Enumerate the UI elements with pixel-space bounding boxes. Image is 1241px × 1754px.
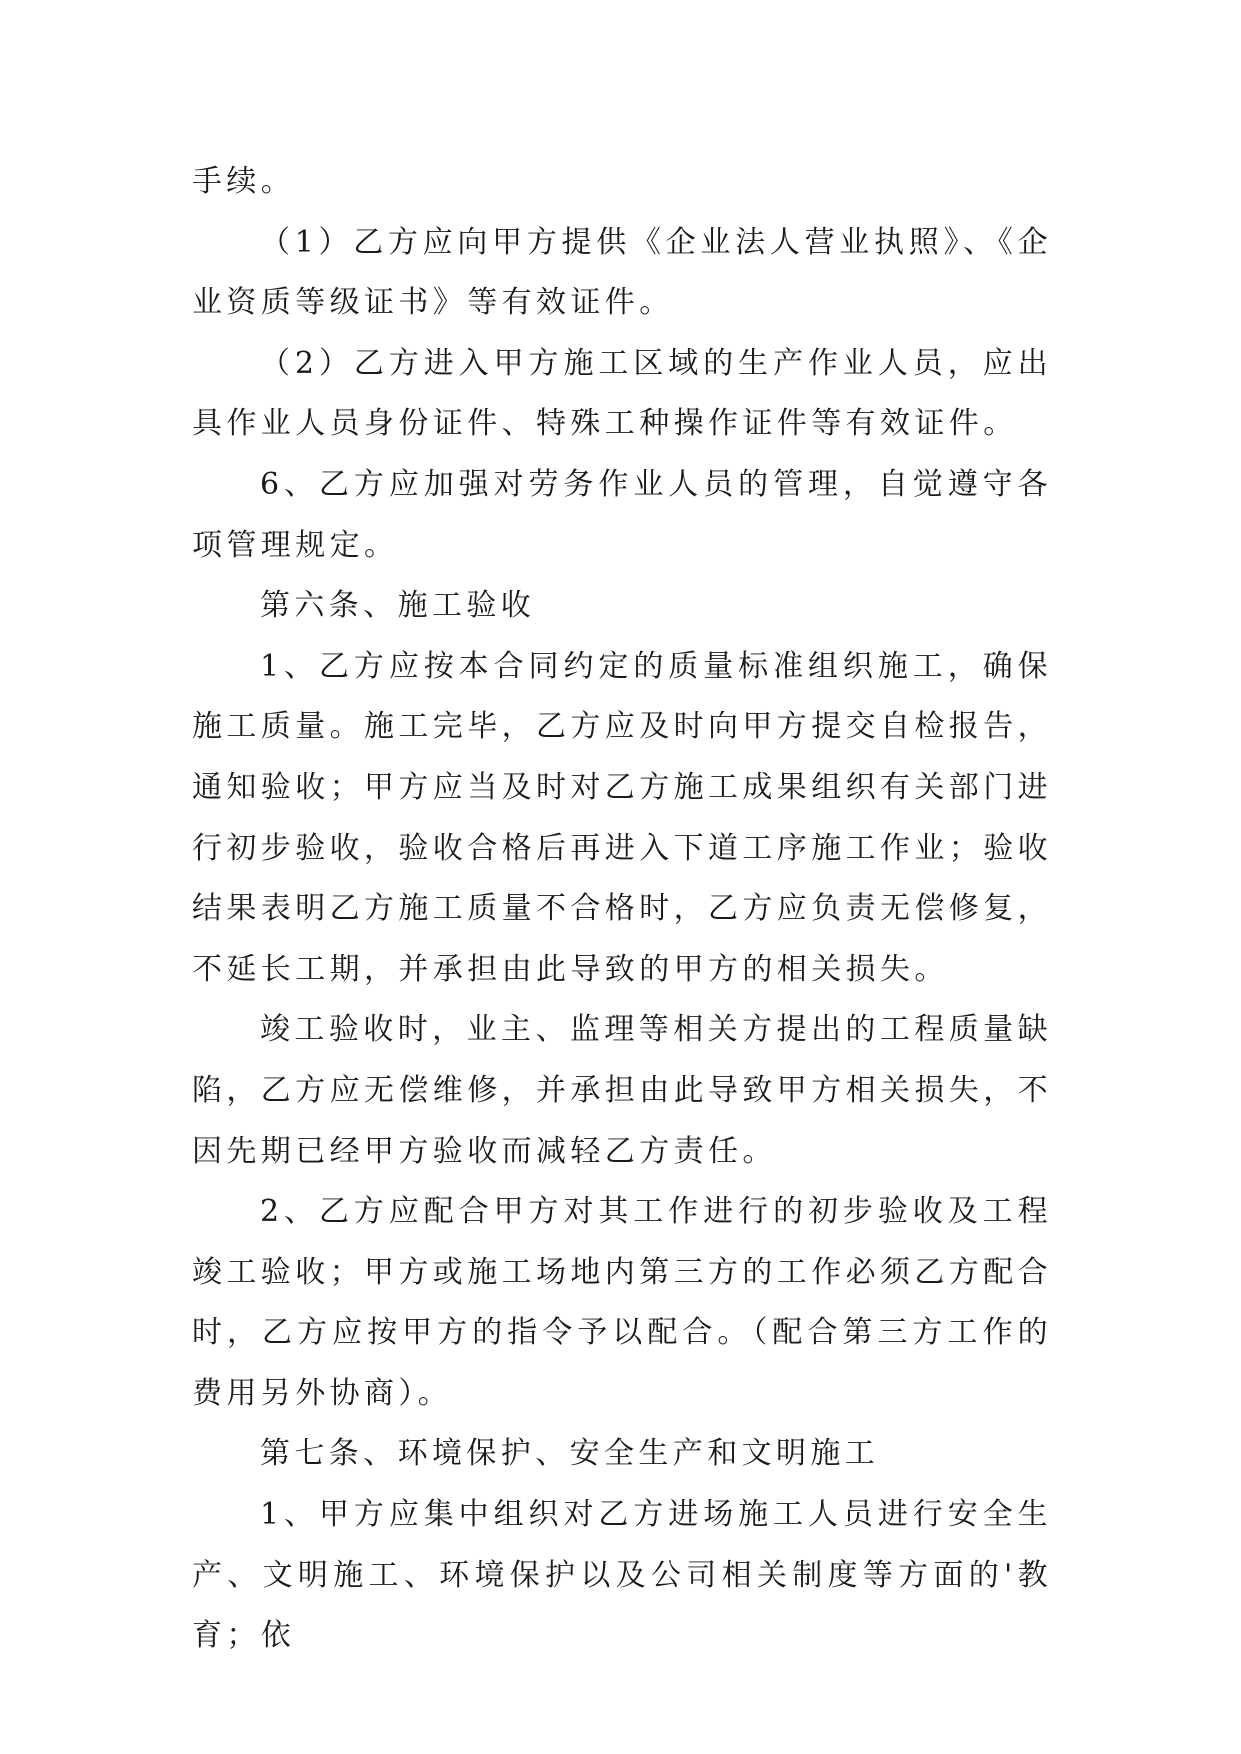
paragraph-completion-acceptance: 竣工验收时，业主、监理等相关方提出的工程质量缺陷，乙方应无偿维修，并承担由此导致甲方相关损失，不因先期已经甲方验收而减轻乙方责任。 — [192, 1012, 1052, 1169]
section-heading-article-6: 第六条、施工验收 — [260, 588, 536, 624]
paragraph-clause-6-management: 6、乙方应加强对劳务作业人员的管理，自觉遵守各项管理规定。 — [192, 466, 1052, 563]
section-heading-article-7: 第七条、环境保护、安全生产和文明施工 — [260, 1436, 880, 1472]
paragraph-item-2-personnel-certificates: （2）乙方进入甲方施工区域的生产作业人员，应出具作业人员身份证件、特殊工种操作证件等有效证件。 — [192, 345, 1052, 442]
document-body — [192, 152, 1052, 1667]
paragraph-article-7-clause-1: 1、甲方应集中组织对乙方进场施工人员进行安全生产、文明施工、环境保护以及公司相关制度等方面的'教育；依 — [192, 1497, 1052, 1654]
paragraph-item-1-business-license: （1）乙方应向甲方提供《企业法人营业执照》、《企业资质等级证书》等有效证件。 — [192, 224, 1052, 321]
paragraph-article-6-clause-2: 2、乙方应配合甲方对其工作进行的初步验收及工程竣工验收；甲方或施工场地内第三方的工作必须乙方配合时，乙方应按甲方的指令予以配合。（配合第三方工作的费用另外协商）。 — [192, 1194, 1052, 1411]
paragraph-article-6-clause-1: 1、乙方应按本合同约定的质量标准组织施工，确保施工质量。施工完毕，乙方应及时向甲方提交自检报告，通知验收；甲方应当及时对乙方施工成果组织有关部门进行初步验收，验收合格后再进入下道工序施工作业；验收结果表明乙方施工质量不合格时，乙方应负责无偿修复，不延长工期，并承担由此导致的甲方的相关损失。 — [192, 648, 1052, 987]
paragraph-continuation: 手续。 — [192, 164, 296, 199]
